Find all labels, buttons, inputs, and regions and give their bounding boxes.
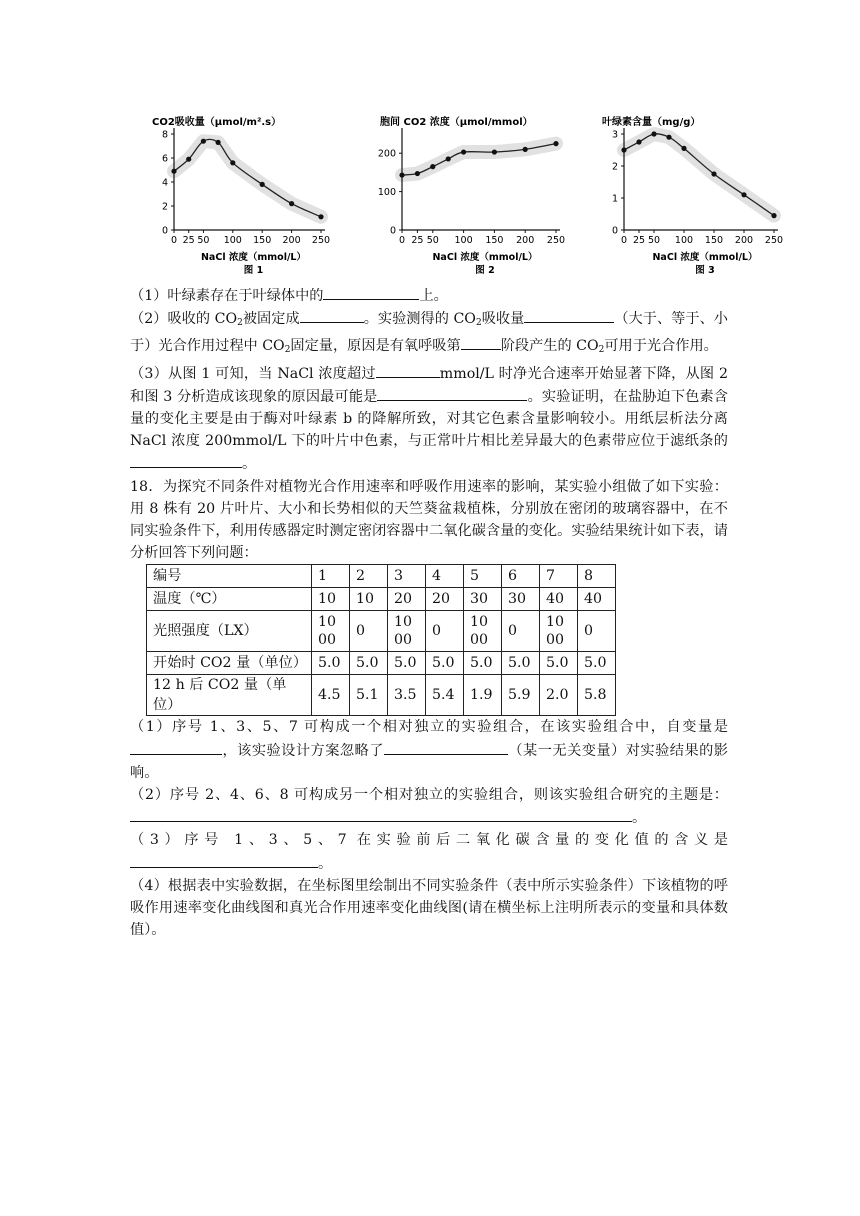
table-cell: 5.9	[502, 675, 540, 716]
x-tick-label: 0	[398, 235, 406, 246]
x-tick-label: 150	[485, 235, 504, 246]
table-cell: 5.0	[502, 652, 540, 675]
table-cell: 0	[578, 611, 616, 652]
y-tick-label: 0	[389, 225, 396, 237]
x-tick-label: 100	[223, 235, 242, 246]
data-point	[461, 149, 466, 154]
x-tick-label: 250	[764, 235, 784, 246]
x-tick-label: 250	[311, 235, 331, 246]
data-point	[430, 164, 435, 169]
data-point	[636, 139, 641, 144]
table-cell: 4	[426, 565, 464, 588]
table-cell: 2	[350, 565, 388, 588]
data-point	[289, 201, 294, 206]
table-cell: 5.0	[578, 652, 616, 675]
x-tick-label: 200	[516, 235, 535, 246]
table-cell: 3.5	[388, 675, 426, 716]
table-cell: 5.1	[350, 675, 388, 716]
q18-part4: （4）根据表中实验数据，在坐标图里绘制出不同实验条件（表中所示实验条件）下该植物的呼吸作用速率变化曲线图和真光合作用速率变化曲线图(请在横坐标上注明所表示的变量和具体数值）。	[130, 877, 728, 939]
y-tick-label: 4	[161, 177, 168, 189]
y-axis-title: 胞间 CO2 浓度（μmol/mmol）	[380, 117, 533, 128]
table-cell: 4.5	[312, 675, 350, 716]
figure-2	[356, 112, 570, 277]
q17-part2: （2）吸收的 $CO_2$被固定成 。实验测得的 $CO_2$吸收量 （大于、等于、小于）光合作用过程中 $CO_2$固定量，原因是有氧呼吸第 阶段产生的 $CO_2$可用于光合作用。	[130, 307, 728, 361]
question-text	[130, 284, 728, 941]
x-tick-label: 200	[282, 235, 301, 246]
table-cell: 7	[540, 565, 578, 588]
table-cell: 40	[540, 588, 578, 611]
table-cell: 5.0	[540, 652, 578, 675]
data-point	[681, 146, 686, 151]
answer-blank[interactable]	[130, 852, 318, 868]
table-cell: 40	[578, 588, 616, 611]
answer-blank[interactable]	[300, 307, 364, 323]
data-point	[492, 149, 497, 154]
row-header-cell: 温度（℃）	[147, 588, 312, 611]
x-tick-label: 25	[411, 235, 424, 246]
table-cell: 0	[350, 611, 388, 652]
table-cell: 6	[502, 565, 540, 588]
x-tick-label: 25	[632, 235, 646, 246]
y-axis-title: 叶绿素含量（mg/g）	[602, 117, 701, 128]
x-tick-label: 50	[426, 235, 439, 246]
x-tick-label: 100	[454, 235, 473, 246]
table-cell: 1000	[312, 611, 350, 652]
answer-blank[interactable]	[130, 739, 222, 755]
q18-part1: （1）序号 1、3、5、7 可构成一个相对独立的实验组合，在该实验组合中，自变量是，该实验设计方案忽略了 （某一无关变量）对实验结果的影响。	[130, 719, 728, 781]
x-tick-label: 150	[704, 235, 724, 246]
figure-caption: 图 1	[243, 265, 264, 276]
table-cell: 5.0	[350, 652, 388, 675]
data-point	[201, 139, 206, 144]
answer-blank[interactable]	[524, 307, 614, 323]
data-point	[318, 214, 323, 219]
data-point	[415, 171, 420, 176]
row-header-cell: 12 h 后 CO2 量（单位）	[147, 675, 312, 716]
table-cell: 1000	[464, 611, 502, 652]
y-tick-label: 100	[377, 187, 396, 199]
data-point	[523, 147, 528, 152]
q18-intro: 18．为探究不同条件对植物光合作用速率和呼吸作用速率的影响，某实验小组做了如下实验：用 8 株有 20 片叶片、大小和长势相似的天竺葵盆栽植株，分别放在密闭的玻璃容器中，在不同实验条件下，利用传感器定时测定密闭容器中二氧化碳含量的变化。实验结果统计如下表，请分析回答下列问题：	[130, 478, 728, 562]
x-axis-title: NaCl 浓度（mmol/L）	[652, 252, 758, 263]
answer-blank[interactable]	[130, 452, 242, 468]
y-tick-label: 3	[611, 129, 618, 141]
data-point	[621, 147, 626, 152]
chart-co2-uptake	[136, 112, 336, 277]
chart-intercellular-co2	[356, 112, 570, 277]
table-cell: 1	[312, 565, 350, 588]
x-axis-title: NaCl 浓度（mmol/L）	[200, 252, 307, 263]
table-cell: 5.8	[578, 675, 616, 716]
y-axis-title: CO2吸收量（μmol/m².s）	[152, 117, 282, 128]
data-band	[174, 141, 321, 217]
data-band	[624, 134, 774, 216]
answer-blank[interactable]	[461, 334, 501, 350]
answer-blank[interactable]	[376, 362, 440, 378]
q17-part3: （3）从图 1 可知，当 NaCl 浓度超过 mmol/L 时净光合速率开始显著下降，从图 2 和图 3 分析造成该现象的原因最可能是 。实验证明，在盐胁迫下色素含量的变化主要是由于酶对叶绿素 b 的降解所致，对其它色素含量影响较小。用纸层析法分离 NaCl 浓度 200mmol/L 下的叶片中色素，与正常叶片相比差异最大的色素带应位于滤纸条的。	[130, 362, 728, 476]
table-cell: 5	[464, 565, 502, 588]
row-header-cell: 开始时 CO2 量（单位）	[147, 652, 312, 675]
data-point	[651, 131, 656, 136]
chart-chlorophyll	[586, 112, 786, 277]
table-cell: 5.0	[464, 652, 502, 675]
x-tick-label: 50	[647, 235, 661, 246]
y-tick-label: 2	[611, 161, 618, 173]
x-tick-label: 25	[182, 235, 195, 246]
x-axis-title: NaCl 浓度（mmol/L）	[432, 252, 538, 263]
table-cell: 2.0	[540, 675, 578, 716]
x-tick-label: 150	[253, 235, 272, 246]
table-row	[147, 611, 616, 652]
data-point	[260, 182, 265, 187]
experiment-table	[146, 564, 616, 716]
table-cell: 30	[502, 588, 540, 611]
data-point	[553, 141, 558, 146]
figure-3	[586, 112, 786, 277]
x-tick-label: 50	[197, 235, 210, 246]
y-tick-label: 0	[161, 225, 168, 237]
table-cell: 5.0	[312, 652, 350, 675]
data-point	[186, 157, 191, 162]
q18-part2: （2）序号 2、4、6、8 可构成另一个相对独立的实验组合，则该实验组合研究的主题是：。	[130, 787, 728, 827]
table-cell: 1000	[388, 611, 426, 652]
data-point	[171, 169, 176, 174]
x-tick-label: 250	[546, 235, 566, 246]
y-tick-label: 2	[161, 201, 168, 213]
answer-blank[interactable]	[323, 284, 419, 300]
data-point	[741, 192, 746, 197]
x-tick-label: 200	[734, 235, 754, 246]
y-tick-label: 8	[161, 129, 168, 141]
table-cell: 0	[502, 611, 540, 652]
table-row	[147, 588, 616, 611]
table-cell: 30	[464, 588, 502, 611]
y-tick-label: 0	[611, 225, 618, 237]
figure-caption: 图 3	[695, 265, 715, 276]
q17-part1: （1）叶绿素存在于叶绿体中的 上。	[130, 284, 728, 307]
data-point	[230, 160, 235, 165]
table-cell: 10	[350, 588, 388, 611]
q18-part3: （3）序号 1、3、5、7 在实验前后二氧化碳含量的变化值的含义是。	[130, 832, 728, 872]
answer-blank[interactable]	[384, 739, 508, 755]
row-header-cell: 光照强度（LX）	[147, 611, 312, 652]
answer-blank[interactable]	[130, 806, 632, 822]
data-point	[399, 172, 404, 177]
data-point	[711, 171, 716, 176]
table-cell: 5.4	[426, 675, 464, 716]
row-header-cell: 编号	[147, 565, 312, 588]
figure-caption: 图 2	[475, 265, 495, 276]
table-cell: 8	[578, 565, 616, 588]
table-cell: 3	[388, 565, 426, 588]
table-cell: 5.0	[388, 652, 426, 675]
y-tick-label: 1	[611, 193, 618, 205]
figure-1	[136, 112, 336, 277]
table-row	[147, 652, 616, 675]
x-tick-label: 100	[674, 235, 694, 246]
table-cell: 20	[388, 588, 426, 611]
table-cell: 5.0	[426, 652, 464, 675]
table-cell: 10	[312, 588, 350, 611]
answer-blank[interactable]	[377, 385, 527, 401]
x-tick-label: 0	[170, 235, 178, 246]
table-cell: 20	[426, 588, 464, 611]
table-cell: 0	[426, 611, 464, 652]
table-row	[147, 565, 616, 588]
experiment-table-body	[147, 565, 616, 716]
y-tick-label: 200	[377, 148, 396, 160]
data-point	[666, 135, 671, 140]
data-point	[216, 140, 221, 145]
y-tick-label: 6	[161, 153, 168, 165]
data-point	[771, 213, 776, 218]
table-row	[147, 675, 616, 716]
data-point	[446, 156, 451, 161]
x-tick-label: 0	[620, 235, 628, 246]
table-cell: 1000	[540, 611, 578, 652]
table-cell: 1.9	[464, 675, 502, 716]
